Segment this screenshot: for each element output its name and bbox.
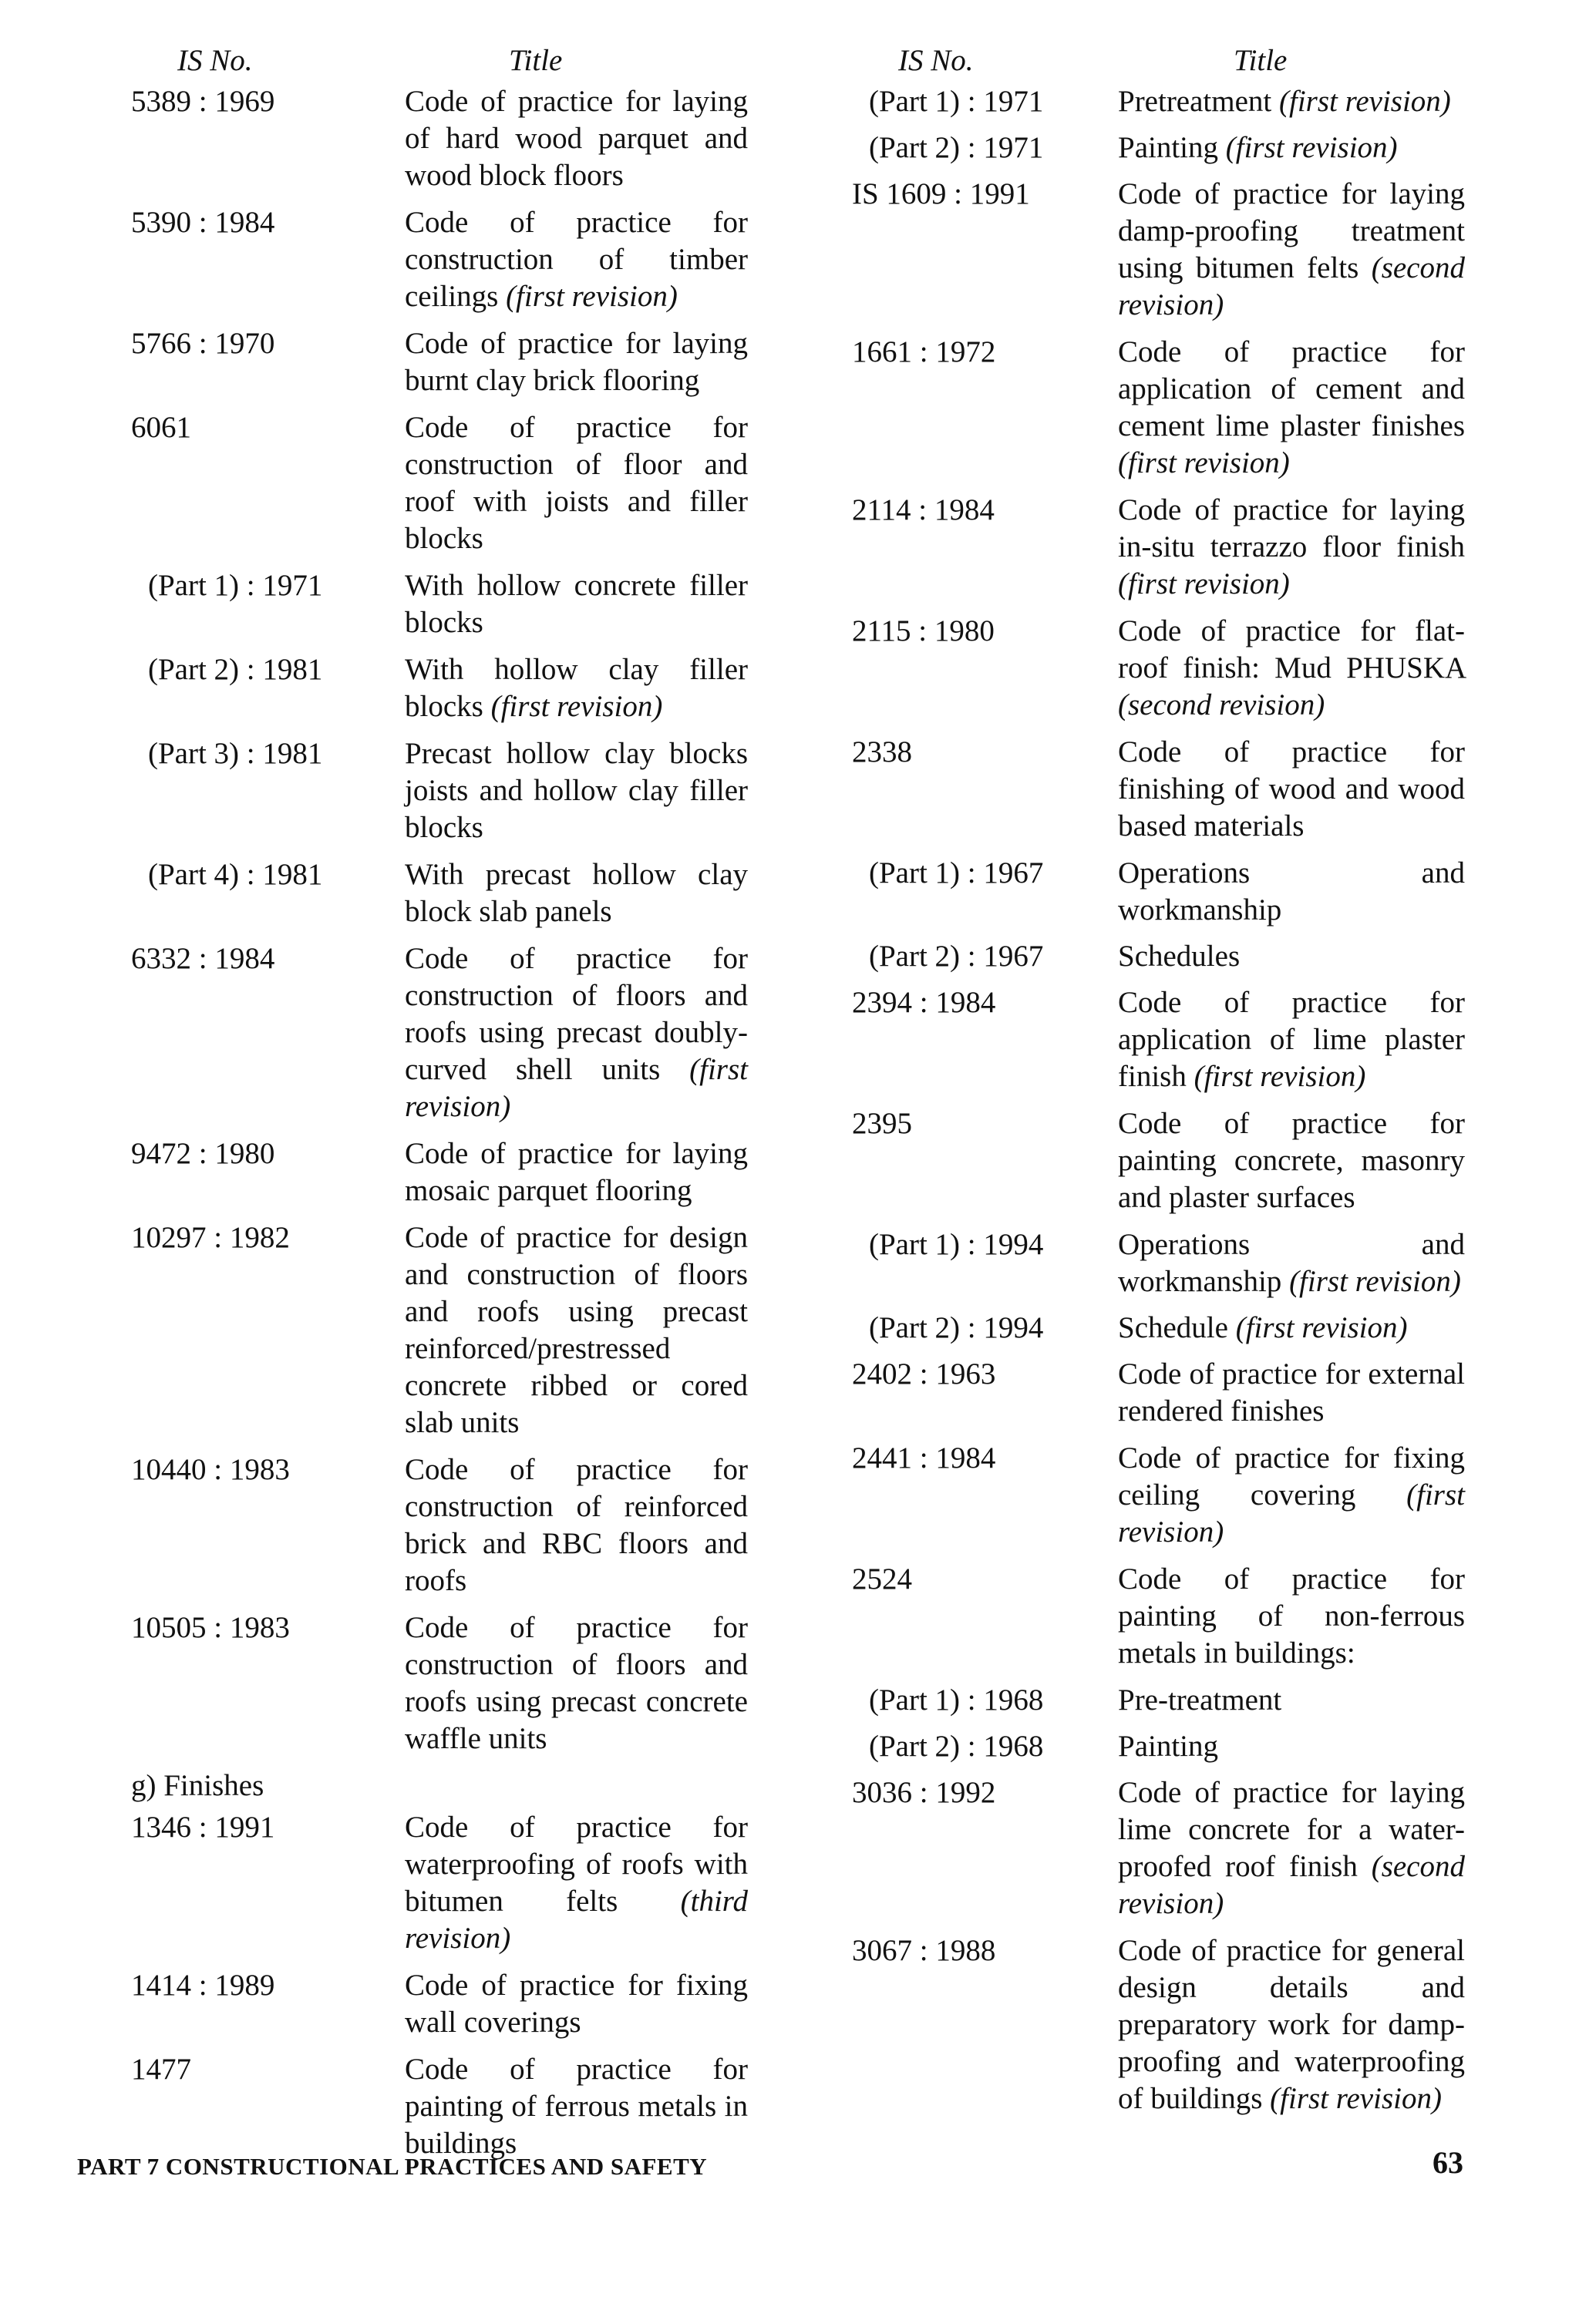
standard-entry xyxy=(131,940,748,1125)
title-text: Precast hollow clay blocks joists and hollow clay filler blocks xyxy=(405,737,748,844)
standard-title xyxy=(405,1135,748,1209)
revision-note: (first revision) xyxy=(405,1053,748,1123)
right-entry-list xyxy=(852,83,1484,2117)
standard-title xyxy=(1118,1440,1465,1551)
standard-entry xyxy=(852,1226,1484,1300)
standard-title xyxy=(405,1809,748,1957)
standard-entry xyxy=(852,984,1484,1095)
title-text: Operations and workmanship xyxy=(1118,1228,1465,1298)
title-text: Code of practice for waterproofing of roofs with bitumen felts xyxy=(405,1811,748,1918)
revision-note: (first revision) xyxy=(1279,85,1451,118)
title-text: Code of practice for fixing wall coverings xyxy=(405,1969,748,2039)
is-number: (Part 2) : 1971 xyxy=(869,131,1044,164)
standard-title xyxy=(405,856,748,930)
title-text: Code of practice for fixing ceiling covering xyxy=(1118,1441,1465,1512)
left-column-header xyxy=(131,39,748,83)
is-number: 5390 : 1984 xyxy=(131,206,275,239)
is-number: 2394 : 1984 xyxy=(852,986,996,1019)
title-text: Code of practice for construction of reinforced brick and RBC floors and roofs xyxy=(405,1453,748,1597)
standard-entry xyxy=(131,325,748,399)
title-text: Code of practice for construction of floors and roofs using precast concrete waffle units xyxy=(405,1611,748,1755)
is-number: 10297 : 1982 xyxy=(131,1221,290,1254)
title-text: Code of practice for laying burnt clay brick flooring xyxy=(405,327,748,397)
standard-title xyxy=(405,2051,748,2162)
section-label: g) Finishes xyxy=(131,1769,264,1802)
title-text: Code of practice for painting concrete, masonry and plaster surfaces xyxy=(1118,1107,1465,1214)
standard-title xyxy=(1118,176,1465,324)
revision-note: (first revision) xyxy=(1118,446,1290,479)
title-text: Code of practice for application of cement and cement lime plaster finishes xyxy=(1118,335,1465,442)
standard-entry xyxy=(852,1105,1484,1216)
title-text: Code of practice for construction of floors and roofs using precast doubly-curved shell units xyxy=(405,942,748,1086)
title-text: Code of practice for laying lime concrete for a water-proofed roof finish xyxy=(1118,1776,1465,1883)
standard-entry xyxy=(131,567,748,641)
is-number: (Part 2) : 1968 xyxy=(869,1730,1044,1763)
standard-title xyxy=(405,940,748,1125)
is-no-header: IS No. xyxy=(177,44,253,77)
standard-title xyxy=(1118,734,1465,845)
standard-entry xyxy=(852,1356,1484,1430)
title-text: Code of practice for laying mosaic parquet flooring xyxy=(405,1137,748,1207)
standard-title xyxy=(405,83,748,194)
standard-entry xyxy=(852,1561,1484,1672)
title-text: With hollow concrete filler blocks xyxy=(405,569,748,639)
standard-entry xyxy=(131,83,748,194)
standard-entry xyxy=(852,176,1484,324)
standard-title xyxy=(405,204,748,315)
is-number: 2441 : 1984 xyxy=(852,1441,996,1475)
standard-entry xyxy=(131,409,748,557)
title-text: Code of practice for laying of hard wood parquet and wood block floors xyxy=(405,85,748,192)
standard-entry xyxy=(131,856,748,930)
is-number: (Part 1) : 1971 xyxy=(869,85,1044,118)
revision-note: (first revision) xyxy=(490,690,663,723)
standard-title xyxy=(1118,129,1465,166)
is-number: 2524 xyxy=(852,1562,912,1596)
title-text: Code of practice for flat-roof finish: Mud PHUSKA xyxy=(1118,614,1465,684)
standard-title xyxy=(405,735,748,846)
standard-entry xyxy=(852,1774,1484,1922)
title-text: Painting xyxy=(1118,131,1219,164)
standard-title xyxy=(405,1767,748,1804)
standard-title xyxy=(1118,855,1465,929)
revision-note: (first revision) xyxy=(1194,1060,1366,1093)
is-number: 10505 : 1983 xyxy=(131,1611,290,1644)
revision-note: (second revision) xyxy=(1118,1850,1465,1920)
is-number: 2338 xyxy=(852,735,912,769)
title-text: Code of practice for general design details and preparatory work for damp-proofing and waterproofing of buildings xyxy=(1118,1934,1465,2115)
is-number: 5389 : 1969 xyxy=(131,85,275,118)
left-column xyxy=(131,39,748,2172)
is-number: (Part 1) : 1967 xyxy=(869,856,1044,890)
title-text: Code of practice for laying in-situ terrazzo floor finish xyxy=(1118,493,1465,563)
title-text: Code of practice for design and construction of floors and roofs using precast reinforced/prestressed concrete ribbed or cored slab units xyxy=(405,1221,748,1439)
is-number: (Part 3) : 1981 xyxy=(148,737,323,770)
revision-note: (first revision) xyxy=(1225,131,1398,164)
is-number: 1346 : 1991 xyxy=(131,1811,275,1844)
title-text: Pre-treatment xyxy=(1118,1683,1282,1717)
is-number: 9472 : 1980 xyxy=(131,1137,275,1170)
standard-entry xyxy=(852,1932,1484,2117)
standard-title xyxy=(1118,492,1465,603)
standard-title xyxy=(1118,1226,1465,1300)
standard-title xyxy=(405,325,748,399)
is-number: (Part 2) : 1967 xyxy=(869,940,1044,973)
is-no-header: IS No. xyxy=(898,44,974,77)
is-number: 10440 : 1983 xyxy=(131,1453,290,1486)
standard-title xyxy=(1118,1774,1465,1922)
is-number: IS 1609 : 1991 xyxy=(852,177,1030,210)
title-text: Code of practice for painting of ferrous metals in buildings xyxy=(405,2053,748,2160)
standard-title xyxy=(1118,1356,1465,1430)
standard-title xyxy=(1118,613,1465,724)
standard-entry xyxy=(131,735,748,846)
is-number: (Part 1) : 1968 xyxy=(869,1683,1044,1717)
title-text: Code of practice for application of lime plaster finish xyxy=(1118,986,1465,1093)
revision-note: (first revision) xyxy=(1118,1478,1465,1549)
revision-note: (second revision) xyxy=(1118,251,1465,321)
is-number: 5766 : 1970 xyxy=(131,327,275,360)
title-header: Title xyxy=(509,44,563,77)
is-number: (Part 2) : 1994 xyxy=(869,1311,1044,1344)
standard-title xyxy=(1118,1105,1465,1216)
standard-entry xyxy=(131,1809,748,1957)
title-text: Code of practice for painting of non-ferrous metals in buildings: xyxy=(1118,1562,1465,1670)
standard-title xyxy=(405,1967,748,2041)
standard-entry xyxy=(131,1135,748,1209)
standard-entry xyxy=(131,1967,748,2041)
title-text: Painting xyxy=(1118,1730,1219,1763)
section-heading xyxy=(131,1767,748,1804)
standard-entry xyxy=(852,1682,1484,1719)
revision-note: (first revision) xyxy=(506,280,678,313)
is-number: 1477 xyxy=(131,2053,191,2086)
revision-note: (third revision) xyxy=(405,1885,749,1955)
title-text: Code of practice for laying damp-proofing treatment using bitumen felts xyxy=(1118,177,1465,284)
title-text: Schedule xyxy=(1118,1311,1228,1344)
revision-note: (first revision) xyxy=(1289,1265,1461,1298)
standard-entry xyxy=(852,938,1484,975)
revision-note: (first revision) xyxy=(1118,567,1290,600)
page-number: 63 xyxy=(1433,2145,1463,2180)
left-entry-list xyxy=(131,83,748,2162)
standard-title xyxy=(405,1609,748,1757)
is-number: (Part 4) : 1981 xyxy=(148,858,323,891)
standard-entry xyxy=(852,734,1484,845)
standard-entry xyxy=(131,1609,748,1757)
is-number: 1414 : 1989 xyxy=(131,1969,275,2002)
standard-entry xyxy=(131,1451,748,1599)
standard-title xyxy=(1118,1728,1465,1765)
standard-entry xyxy=(852,1440,1484,1551)
standard-entry xyxy=(852,1310,1484,1347)
title-text: Code of practice for finishing of wood and wood based materials xyxy=(1118,735,1465,842)
standard-title xyxy=(405,1219,748,1441)
is-number: (Part 2) : 1981 xyxy=(148,653,323,686)
standard-entry xyxy=(131,204,748,315)
standard-entry xyxy=(852,855,1484,929)
is-number: 2114 : 1984 xyxy=(852,493,995,526)
title-text: With hollow clay filler blocks xyxy=(405,653,748,723)
standard-title xyxy=(1118,1682,1465,1719)
standard-entry xyxy=(852,1728,1484,1765)
standard-title xyxy=(1118,334,1465,482)
is-number: 2402 : 1963 xyxy=(852,1357,996,1391)
standard-title xyxy=(405,1451,748,1599)
standard-entry xyxy=(852,83,1484,120)
standard-title xyxy=(1118,938,1465,975)
standard-title xyxy=(1118,83,1465,120)
is-number: 3036 : 1992 xyxy=(852,1776,996,1809)
footer-part-title: PART 7 CONSTRUCTIONAL PRACTICES AND SAFETY xyxy=(77,2153,708,2180)
is-number: 3067 : 1988 xyxy=(852,1934,996,1967)
revision-note: (second revision) xyxy=(1118,688,1325,721)
title-text: Code of practice for construction of floor and roof with joists and filler blocks xyxy=(405,411,748,555)
standard-title xyxy=(1118,984,1465,1095)
right-column-header xyxy=(852,39,1484,83)
is-number: 1661 : 1972 xyxy=(852,335,996,368)
standard-title xyxy=(405,567,748,641)
title-text: Schedules xyxy=(1118,940,1241,973)
standard-entry xyxy=(131,1219,748,1441)
standard-title xyxy=(1118,1561,1465,1672)
is-number: 6061 xyxy=(131,411,191,444)
title-text: Code of practice for external rendered finishes xyxy=(1118,1357,1465,1428)
title-text: Code of practice for construction of timber ceilings xyxy=(405,206,748,313)
title-header: Title xyxy=(1234,44,1288,77)
standard-entry xyxy=(852,129,1484,166)
revision-note: (first revision) xyxy=(1270,2082,1442,2115)
standard-title xyxy=(405,409,748,557)
standard-title xyxy=(1118,1310,1465,1347)
standard-entry xyxy=(852,613,1484,724)
title-text: With precast hollow clay block slab panels xyxy=(405,858,748,928)
title-text: Operations and workmanship xyxy=(1118,856,1465,927)
standard-entry xyxy=(852,492,1484,603)
standard-title xyxy=(1118,1932,1465,2117)
is-number: 2115 : 1980 xyxy=(852,614,995,647)
standard-entry xyxy=(131,2051,748,2162)
is-number: (Part 1) : 1971 xyxy=(148,569,323,602)
title-text: Pretreatment xyxy=(1118,85,1272,118)
is-number: 2395 xyxy=(852,1107,912,1140)
right-column xyxy=(852,39,1484,2127)
standard-title xyxy=(405,651,748,725)
revision-note: (first revision) xyxy=(1235,1311,1408,1344)
is-number: 6332 : 1984 xyxy=(131,942,275,975)
standard-entry xyxy=(852,334,1484,482)
standard-entry xyxy=(131,651,748,725)
is-number: (Part 1) : 1994 xyxy=(869,1228,1044,1261)
